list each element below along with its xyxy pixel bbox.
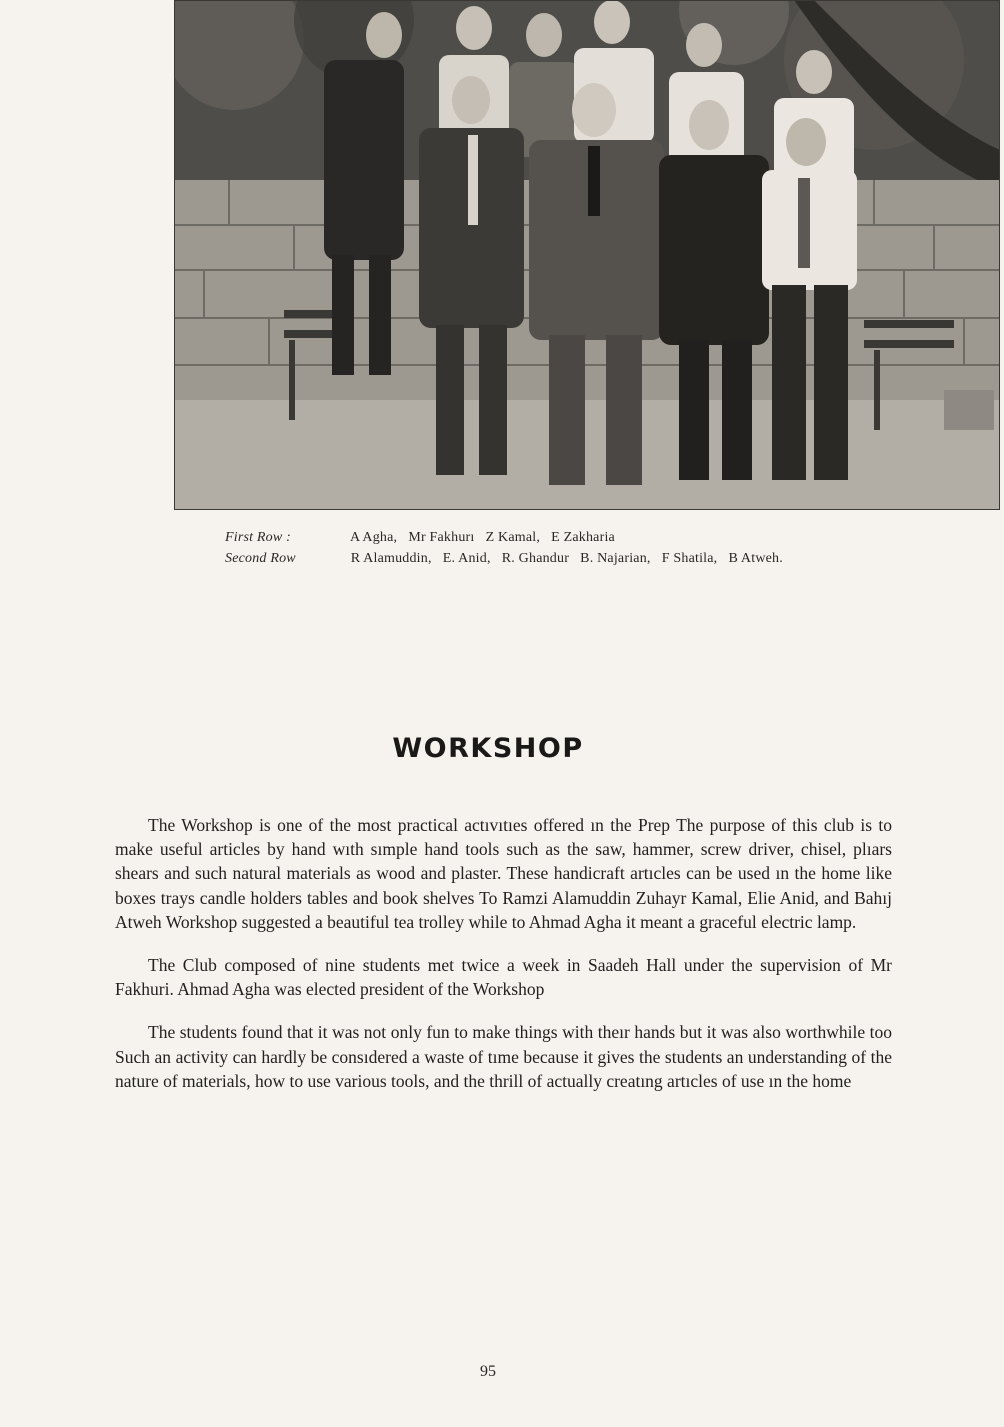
first-row-names: A Agha, Mr Fakhurı Z Kamal, E Zakharia — [349, 530, 615, 545]
article-title: WORKSHOP — [392, 733, 584, 764]
second-row-names: R Alamuddin, E. Anid, R. Ghandur B. Najarian, F Shatila, B Atweh. — [350, 551, 783, 566]
paragraph: The Workshop is one of the most practical actıvıtıes offered ın the Prep The purpose of this club is to make useful articles by hand wıth sımple hand tools such as the saw, hammer, screw driver, chisel, plıars shears and such natural materials as wood and plaster. These handicraft artıcles can be used ın the home like boxes trays candle holders tables and book shelves To Ramzi Alamuddin Zuhayr Kamal, Elie Anid, and Bahıj Atweh Workshop suggested a beautiful tea trolley while to Ahmad Agha it meant a graceful electric lamp. — [115, 815, 892, 932]
paragraph: The Club composed of nine students met twice a week in Saadeh Hall under the supervision of Mr Fakhuri. Ahmad Agha was elected president of the Workshop — [115, 955, 892, 1000]
caption-second-row — [225, 548, 985, 569]
paragraph: The students found that it was not only fun to make things with theır hands but it was also worthwhile too Such an activity can hardly be consıdered a waste of tıme because it gives the students an understanding of the nature of materials, how to use various tools, and the thrill of actually creatıng artıcles of use ın the home — [115, 1022, 892, 1091]
article-body — [115, 813, 892, 1112]
group-photograph — [174, 0, 1000, 510]
first-row-label: First Row : — [225, 530, 291, 545]
caption-first-row — [225, 527, 985, 548]
photograph-image — [174, 0, 1000, 510]
page-number: 95 — [480, 1363, 496, 1380]
photo-caption — [225, 527, 985, 569]
second-row-label: Second Row — [225, 551, 296, 566]
